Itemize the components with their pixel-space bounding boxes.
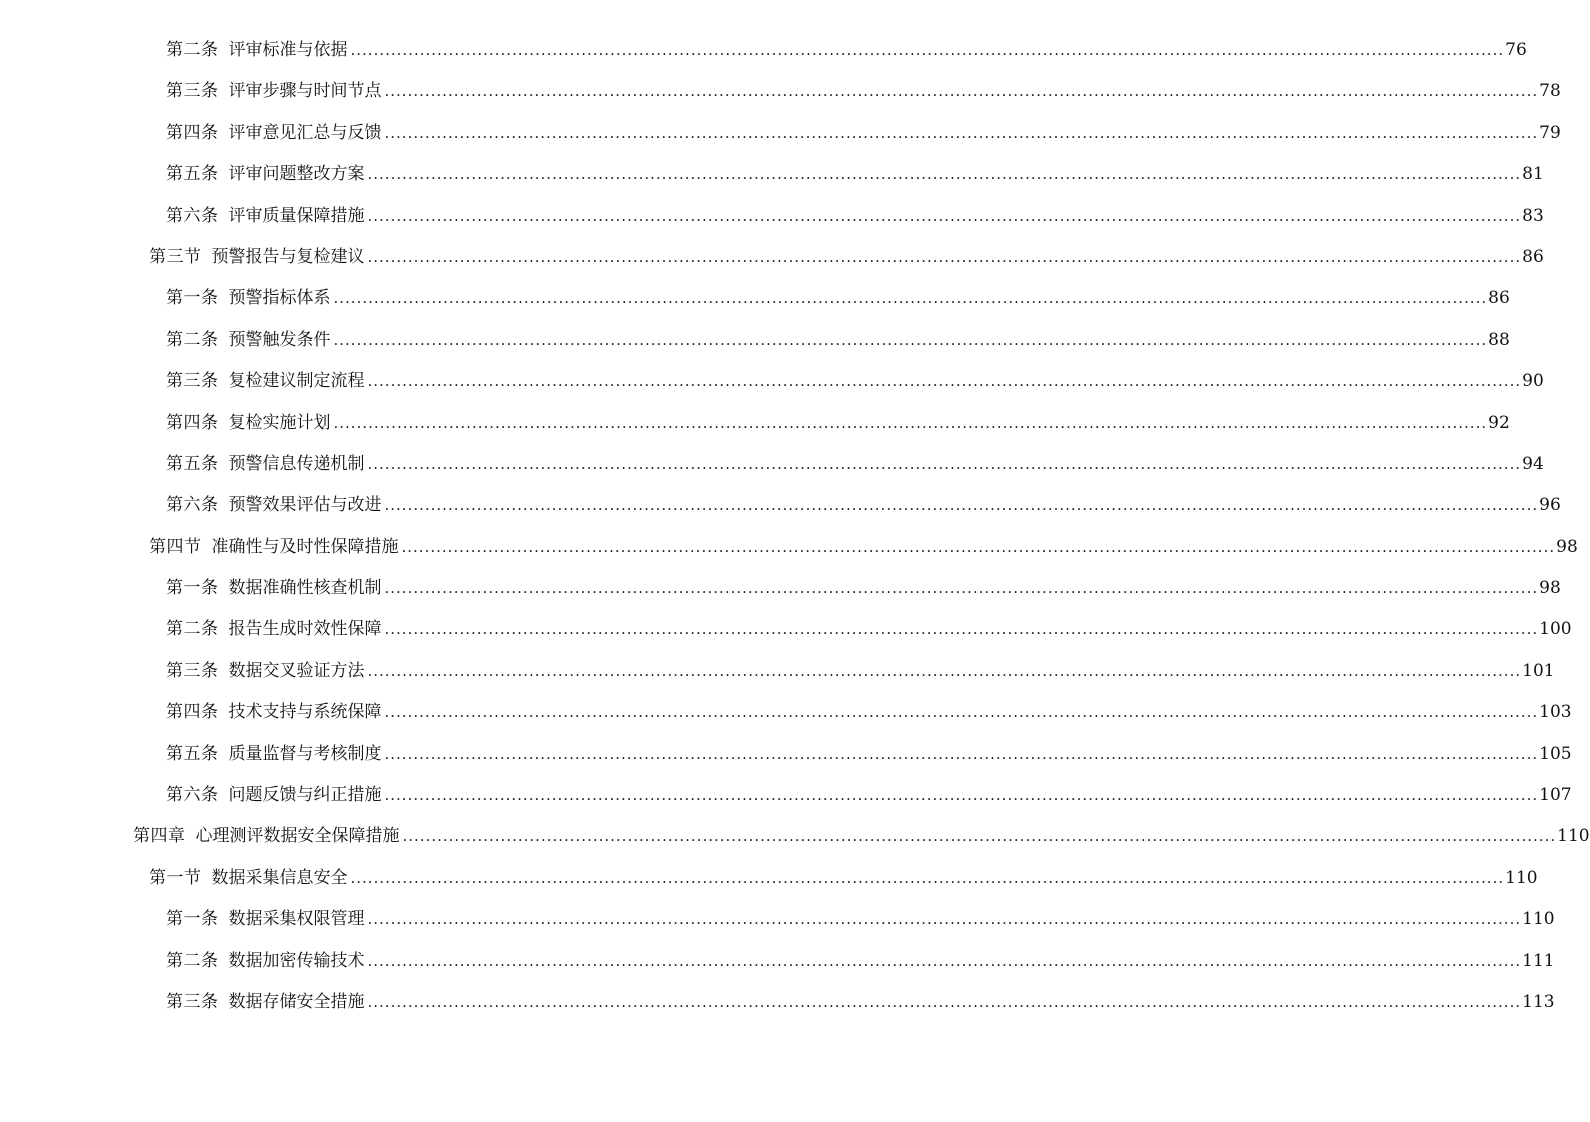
toc-dot-leader: ........................................................................................................................................................................................................	[384, 703, 1539, 722]
toc-entry[interactable]	[0, 734, 1572, 775]
toc-entry-number: 第三条	[166, 660, 219, 681]
toc-entry-title: 数据存储安全措施	[228, 991, 365, 1012]
toc-dot-leader: ........................................................................................................................................................................................................	[384, 744, 1539, 763]
toc-dot-leader: ........................................................................................................................................................................................................	[384, 620, 1539, 639]
toc-entry[interactable]	[0, 113, 1561, 154]
toc-entry-title: 预警效果评估与改进	[228, 495, 382, 516]
toc-dot-leader: ........................................................................................................................................................................................................	[367, 206, 1522, 225]
toc-entry-page-number: 83	[1522, 205, 1544, 226]
toc-dot-leader: ........................................................................................................................................................................................................	[384, 123, 1539, 142]
toc-entry[interactable]	[0, 775, 1572, 816]
toc-entry-page-number: 92	[1488, 412, 1510, 433]
toc-entry-title: 预警报告与复检建议	[211, 246, 365, 267]
toc-entry-number: 第四章	[133, 826, 186, 847]
toc-entry-page-number: 76	[1505, 40, 1527, 60]
toc-entry-number: 第四条	[166, 122, 219, 143]
toc-entry-title: 评审质量保障措施	[228, 205, 365, 226]
toc-entry-page-number: 110	[1505, 867, 1538, 888]
toc-entry-title: 评审步骤与时间节点	[228, 81, 382, 102]
toc-entry-title: 评审问题整改方案	[228, 164, 365, 185]
toc-entry-number: 第四条	[166, 412, 219, 433]
toc-entry-number: 第三节	[149, 246, 202, 267]
toc-entry-title: 报告生成时效性保障	[228, 619, 382, 640]
toc-entry-page-number: 98	[1539, 578, 1561, 599]
toc-entry[interactable]	[0, 568, 1561, 609]
toc-entry-page-number: 100	[1539, 619, 1572, 640]
toc-entry-title: 复检建议制定流程	[228, 371, 365, 392]
toc-entry[interactable]	[0, 196, 1544, 237]
toc-entry[interactable]	[0, 278, 1510, 319]
toc-entry-title: 技术支持与系统保障	[228, 702, 382, 723]
toc-dot-leader: ........................................................................................................................................................................................................	[384, 82, 1539, 101]
toc-entry-number: 第六条	[166, 785, 219, 806]
toc-entry[interactable]	[0, 320, 1510, 361]
toc-entry-title: 数据准确性核查机制	[228, 578, 382, 599]
toc-entry-number: 第一节	[149, 867, 202, 888]
toc-entry[interactable]	[0, 444, 1544, 485]
toc-entry[interactable]	[0, 941, 1555, 982]
toc-entry-page-number: 94	[1522, 453, 1544, 474]
toc-entry-title: 数据加密传输技术	[228, 950, 365, 971]
toc-entry-number: 第一条	[166, 288, 219, 309]
toc-dot-leader: ........................................................................................................................................................................................................	[367, 992, 1522, 1011]
toc-entry[interactable]	[0, 816, 1590, 857]
toc-entry[interactable]	[0, 403, 1510, 444]
toc-entry-number: 第六条	[166, 205, 219, 226]
toc-entry-page-number: 105	[1539, 743, 1572, 764]
toc-entry-page-number: 111	[1522, 950, 1555, 971]
toc-entry-page-number: 86	[1488, 288, 1510, 309]
toc-dot-leader: ........................................................................................................................................................................................................	[367, 661, 1522, 680]
toc-entry[interactable]	[0, 30, 1527, 71]
toc-dot-leader: ........................................................................................................................................................................................................	[367, 951, 1522, 970]
toc-dot-leader: ........................................................................................................................................................................................................	[333, 289, 1488, 308]
toc-entry[interactable]	[0, 361, 1544, 402]
toc-dot-leader: ........................................................................................................................................................................................................	[367, 247, 1522, 266]
toc-entry-page-number: 79	[1539, 122, 1561, 143]
toc-entry[interactable]	[0, 71, 1561, 112]
toc-entry-page-number: 81	[1522, 164, 1544, 185]
toc-entry-number: 第四节	[149, 536, 202, 557]
toc-entry-title: 问题反馈与纠正措施	[228, 785, 382, 806]
toc-entry-title: 预警信息传递机制	[228, 453, 365, 474]
toc-entry-number: 第一条	[166, 909, 219, 930]
toc-entry-number: 第五条	[166, 743, 219, 764]
toc-entry-page-number: 101	[1522, 660, 1555, 681]
toc-entry[interactable]	[0, 609, 1572, 650]
toc-entry-page-number: 107	[1539, 785, 1572, 806]
table-of-contents	[0, 30, 1590, 1023]
toc-entry-number: 第二条	[166, 40, 219, 60]
toc-entry-page-number: 86	[1522, 246, 1544, 267]
toc-entry[interactable]	[0, 899, 1555, 940]
toc-entry-title: 预警指标体系	[228, 288, 331, 309]
toc-entry-page-number: 88	[1488, 329, 1510, 350]
toc-entry-title: 心理测评数据安全保障措施	[195, 826, 400, 847]
toc-entry-number: 第一条	[166, 578, 219, 599]
toc-entry-number: 第五条	[166, 453, 219, 474]
toc-entry-title: 评审意见汇总与反馈	[228, 122, 382, 143]
toc-dot-leader: ........................................................................................................................................................................................................	[367, 165, 1522, 184]
toc-entry-title: 评审标准与依据	[228, 40, 348, 60]
toc-dot-leader: ........................................................................................................................................................................................................	[384, 496, 1539, 515]
toc-dot-leader: ........................................................................................................................................................................................................	[367, 372, 1522, 391]
toc-entry-title: 预警触发条件	[228, 329, 331, 350]
toc-entry-page-number: 103	[1539, 702, 1572, 723]
toc-dot-leader: ........................................................................................................................................................................................................	[367, 454, 1522, 473]
toc-entry-number: 第三条	[166, 991, 219, 1012]
toc-entry-number: 第五条	[166, 164, 219, 185]
toc-entry[interactable]	[0, 237, 1544, 278]
toc-entry[interactable]	[0, 651, 1555, 692]
toc-dot-leader: ........................................................................................................................................................................................................	[367, 910, 1522, 929]
toc-entry-title: 数据采集权限管理	[228, 909, 365, 930]
toc-entry[interactable]	[0, 154, 1544, 195]
toc-entry[interactable]	[0, 692, 1572, 733]
toc-entry-title: 数据交叉验证方法	[228, 660, 365, 681]
toc-entry-number: 第四条	[166, 702, 219, 723]
toc-entry-page-number: 113	[1522, 991, 1555, 1012]
toc-entry-page-number: 90	[1522, 371, 1544, 392]
toc-entry-title: 数据采集信息安全	[211, 867, 348, 888]
toc-dot-leader: ........................................................................................................................................................................................................	[402, 827, 1557, 846]
toc-dot-leader: ........................................................................................................................................................................................................	[333, 413, 1488, 432]
toc-dot-leader: ........................................................................................................................................................................................................	[333, 330, 1488, 349]
toc-entry-page-number: 110	[1522, 909, 1555, 930]
toc-entry-number: 第二条	[166, 329, 219, 350]
toc-entry-number: 第二条	[166, 950, 219, 971]
toc-dot-leader: ........................................................................................................................................................................................................	[401, 537, 1556, 556]
toc-dot-leader: ........................................................................................................................................................................................................	[384, 579, 1539, 598]
toc-entry-title: 准确性与及时性保障措施	[211, 536, 399, 557]
toc-entry-title: 复检实施计划	[228, 412, 331, 433]
toc-dot-leader: ........................................................................................................................................................................................................	[350, 41, 1505, 59]
toc-entry[interactable]	[0, 982, 1555, 1023]
toc-entry-page-number: 98	[1556, 536, 1578, 557]
toc-entry-title: 质量监督与考核制度	[228, 743, 382, 764]
toc-entry-number: 第三条	[166, 81, 219, 102]
toc-entry-page-number: 78	[1539, 81, 1561, 102]
toc-entry-number: 第六条	[166, 495, 219, 516]
toc-entry-number: 第二条	[166, 619, 219, 640]
toc-entry-number: 第三条	[166, 371, 219, 392]
toc-dot-leader: ........................................................................................................................................................................................................	[384, 786, 1539, 805]
toc-entry[interactable]	[0, 527, 1578, 568]
toc-entry-page-number: 110	[1557, 826, 1590, 847]
toc-entry[interactable]	[0, 485, 1561, 526]
toc-entry[interactable]	[0, 858, 1538, 899]
toc-entry-page-number: 96	[1539, 495, 1561, 516]
toc-dot-leader: ........................................................................................................................................................................................................	[350, 868, 1505, 887]
